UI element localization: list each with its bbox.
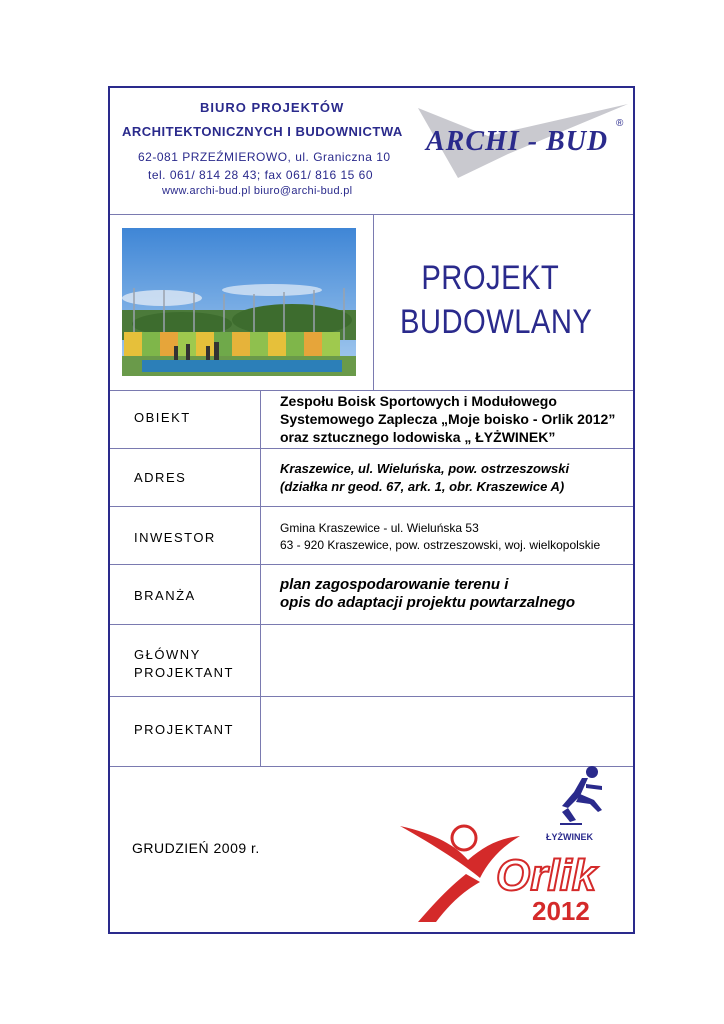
- title-page-frame: [108, 86, 635, 934]
- value-obiekt: [280, 392, 615, 446]
- value-branza-line2: opis do adaptacji projektu powtarzalnego: [280, 594, 576, 611]
- divider-row3: [110, 564, 633, 565]
- divider-photo: [373, 214, 374, 390]
- value-adres: [280, 460, 569, 496]
- title-line1: PROJEKT: [421, 259, 560, 297]
- divider-row5: [110, 696, 633, 697]
- archi-bud-logo: [418, 96, 628, 186]
- value-branza: [280, 576, 575, 612]
- orlik-wordmark: Orlik: [496, 851, 597, 900]
- title-line2: BUDOWLANY: [400, 303, 593, 341]
- value-obiekt-line1: Zespołu Boisk Sportowych i Modułowego: [280, 393, 557, 409]
- document-title: [400, 256, 593, 344]
- org-web-email: www.archi-bud.pl biuro@archi-bud.pl: [162, 185, 353, 197]
- value-inwestor-line1: Gmina Kraszewice - ul. Wieluńska 53: [280, 521, 479, 535]
- label-glowny-line1: GŁÓWNY: [134, 647, 201, 662]
- value-inwestor: [280, 520, 600, 554]
- divider-table: [260, 390, 261, 766]
- sports-field-photo: [122, 228, 356, 376]
- orlik-year: 2012: [532, 896, 590, 926]
- org-phone: tel. 061/ 814 28 43; fax 061/ 816 15 60: [148, 168, 373, 182]
- lyzwinek-label: ŁYŻWINEK: [546, 832, 593, 842]
- divider-header: [110, 214, 633, 215]
- divider-row1: [110, 448, 633, 449]
- logo-text: ARCHI - BUD: [426, 126, 609, 157]
- org-address: 62-081 PRZEŹMIEROWO, ul. Graniczna 10: [138, 150, 391, 164]
- value-inwestor-line2: 63 - 920 Kraszewice, pow. ostrzeszowski, woj. wielkopolskie: [280, 538, 601, 552]
- value-obiekt-line2: Systemowego Zaplecza „Moje boisko - Orlik 2012”: [280, 411, 616, 427]
- org-name-line1: BIURO PROJEKTÓW: [200, 100, 345, 115]
- value-adres-line1: Kraszewice, ul. Wieluńska, pow. ostrzeszowski: [280, 461, 570, 476]
- registered-mark: ®: [616, 118, 624, 129]
- label-obiekt: OBIEKT: [134, 410, 191, 425]
- label-inwestor: INWESTOR: [134, 530, 216, 545]
- value-branza-line1: plan zagospodarowanie terenu i: [280, 576, 509, 593]
- label-adres: ADRES: [134, 470, 187, 485]
- divider-row4: [110, 624, 633, 625]
- label-branza: BRANŻA: [134, 588, 196, 603]
- skater-icon: [560, 766, 602, 824]
- label-projektant: PROJEKTANT: [134, 722, 234, 737]
- value-obiekt-line3: oraz sztucznego lodowiska „ ŁYŻWINEK”: [280, 429, 556, 445]
- org-name-line2: ARCHITEKTONICZNYCH I BUDOWNICTWA: [122, 124, 403, 139]
- orlik-emblem: [396, 766, 624, 926]
- label-glowny-projektant: [134, 646, 234, 682]
- divider-photo-bottom: [110, 390, 633, 391]
- document-date: GRUDZIEŃ 2009 r.: [132, 840, 260, 856]
- value-adres-line2: (działka nr geod. 67, ark. 1, obr. Kraszewice A): [280, 479, 565, 494]
- divider-row2: [110, 506, 633, 507]
- label-glowny-line2: PROJEKTANT: [134, 665, 234, 680]
